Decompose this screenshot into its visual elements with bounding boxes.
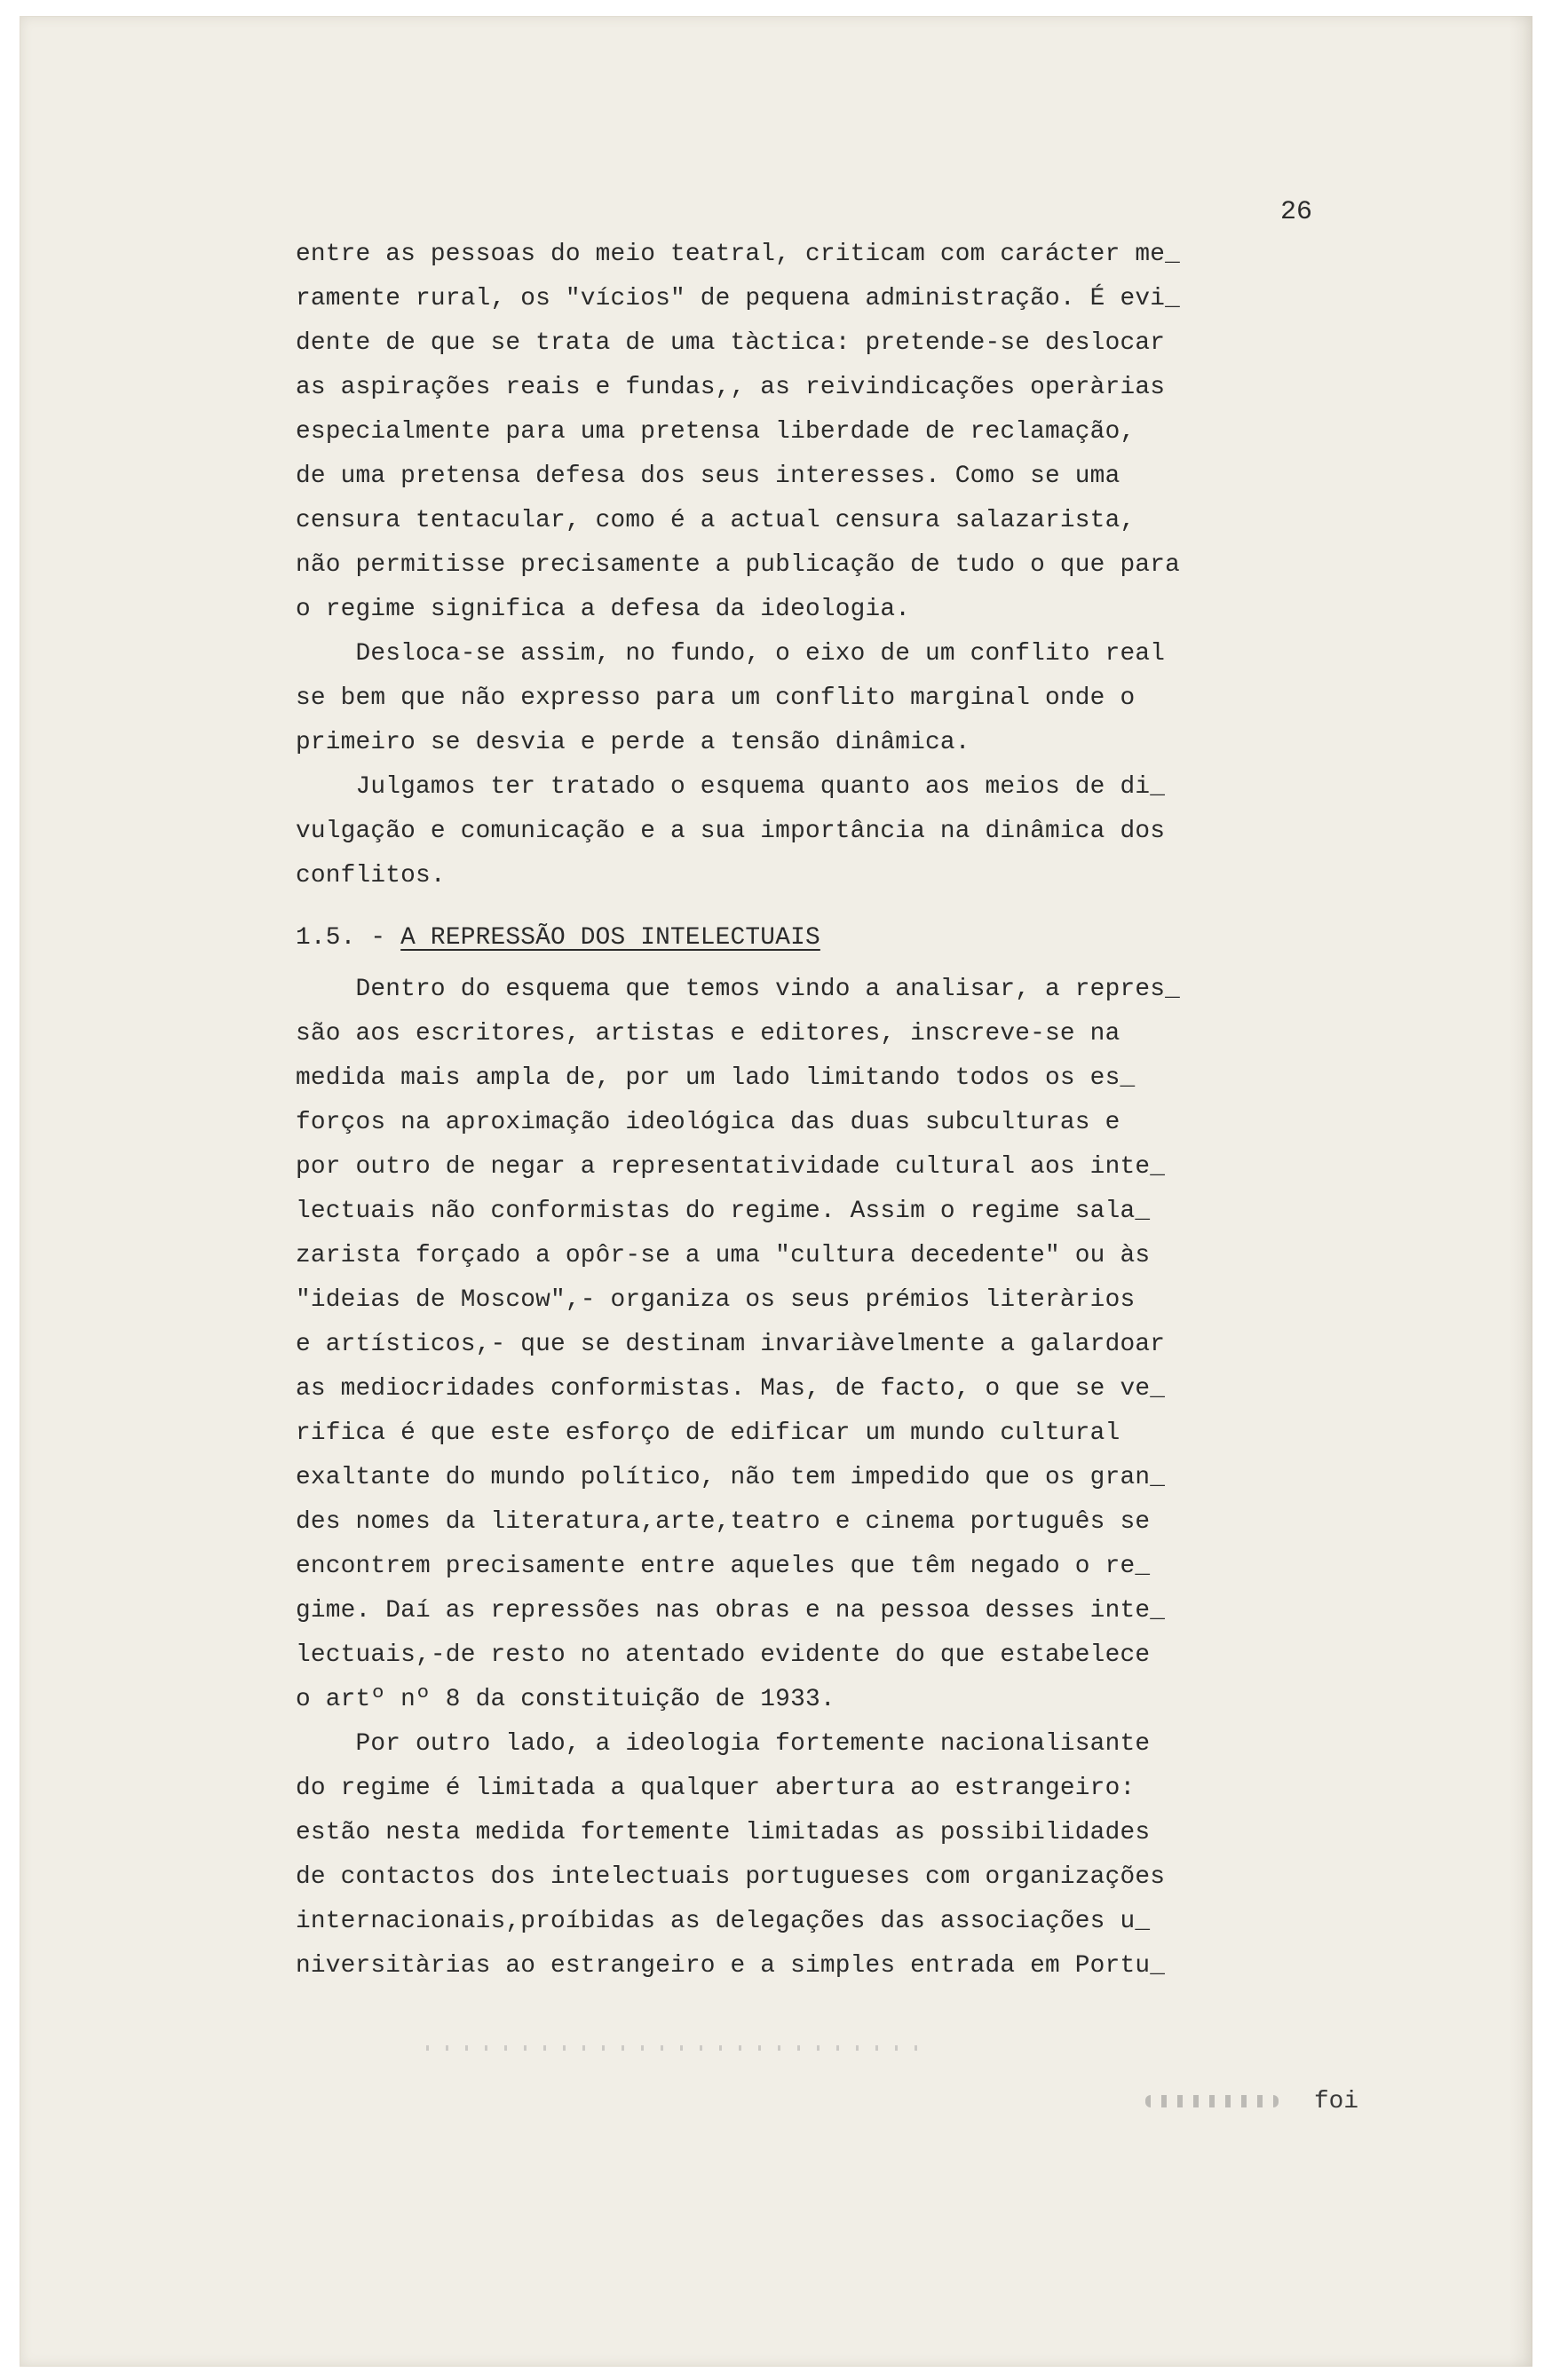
text-line: vulgação e comunicação e a sua importância na dinâmica dos (296, 818, 1166, 845)
text-line: exaltante do mundo político, não tem impedido que os gran_ (296, 1464, 1166, 1491)
text-line: lectuais,-de resto no atentado evidente do que estabelece (296, 1641, 1151, 1669)
text-line: não permitisse precisamente a publicação de tudo o que para (296, 551, 1180, 579)
text-line: de contactos dos intelectuais portugueses com organizações (296, 1863, 1166, 1891)
text-line: medida mais ampla de, por um lado limitando todos os es_ (296, 1064, 1136, 1092)
section-title: A REPRESSÃO DOS INTELECTUAIS (400, 924, 820, 952)
text-line: do regime é limitada a qualquer abertura ao estrangeiro: (296, 1775, 1136, 1802)
section-heading (296, 916, 1432, 961)
text-line: o artº nº 8 da constituição de 1933. (296, 1686, 835, 1713)
text-line: encontrem precisamente entre aqueles que têm negado o re_ (296, 1553, 1151, 1580)
text-line: "ideias de Moscow",- organiza os seus prémios literàrios (296, 1286, 1136, 1314)
text-line: ramente rural, os "vícios" de pequena administração. É evi_ (296, 285, 1180, 312)
text-line: por outro de negar a representatividade cultural aos inte_ (296, 1153, 1166, 1181)
text-line: forços na aproximação ideológica das duas subculturas e (296, 1109, 1120, 1136)
text-line: dente de que se trata de uma tàctica: pretende-se deslocar (296, 329, 1166, 357)
text-line: Desloca-se assim, no fundo, o eixo de um conflito real (296, 640, 1166, 668)
text-line: zarista forçado a opôr-se a uma "cultura decedente" ou às (296, 1242, 1151, 1269)
text-line: especialmente para uma pretensa liberdade de reclamação, (296, 418, 1136, 446)
text-line: primeiro se desvia e perde a tensão dinâmica. (296, 729, 970, 756)
smudged-marks (1145, 2095, 1279, 2107)
text-line: as aspirações reais e fundas,, as reivindicações operàrias (296, 374, 1166, 401)
text-line: des nomes da literatura,arte,teatro e cinema português se (296, 1508, 1151, 1536)
page-number: 26 (1280, 197, 1313, 227)
catchword: foi (1314, 2088, 1359, 2115)
text-line: internacionais,proíbidas as delegações das associações u_ (296, 1908, 1151, 1935)
text-line: lectuais não conformistas do regime. Assim o regime sala_ (296, 1198, 1151, 1225)
text-line: entre as pessoas do meio teatral, criticam com carácter me_ (296, 241, 1180, 268)
text-line: conflitos. (296, 862, 446, 890)
text-line: rifica é que este esforço de edificar um mundo cultural (296, 1419, 1120, 1447)
text-line: se bem que não expresso para um conflito marginal onde o (296, 684, 1136, 712)
section-number: 1.5. - (296, 924, 401, 952)
text-line: Por outro lado, a ideologia fortemente nacionalisante (296, 1730, 1151, 1758)
text-line: e artísticos,- que se destinam invariàvelmente a galardoar (296, 1331, 1166, 1358)
text-line: estão nesta medida fortemente limitadas as possibilidades (296, 1819, 1151, 1846)
paper-edge-shadow (1509, 16, 1532, 2367)
text-line: Dentro do esquema que temos vindo a analisar, a repres_ (296, 976, 1180, 1003)
text-line: niversitàrias ao estrangeiro e a simples entrada em Portu_ (296, 1952, 1166, 1980)
text-line: são aos escritores, artistas e editores, inscreve-se na (296, 1020, 1120, 1048)
text-line: censura tentacular, como é a actual censura salazarista, (296, 507, 1136, 534)
faint-typewriter-marks (426, 2045, 923, 2051)
text-line: gime. Daí as repressões nas obras e na pessoa desses inte_ (296, 1597, 1166, 1625)
text-line: de uma pretensa defesa dos seus interesses. Como se uma (296, 463, 1120, 490)
typed-text-body (296, 233, 1432, 1989)
text-line: as mediocridades conformistas. Mas, de facto, o que se ve_ (296, 1375, 1166, 1403)
text-line: Julgamos ter tratado o esquema quanto aos meios de di_ (296, 773, 1166, 801)
text-line: o regime significa a defesa da ideologia. (296, 596, 911, 623)
